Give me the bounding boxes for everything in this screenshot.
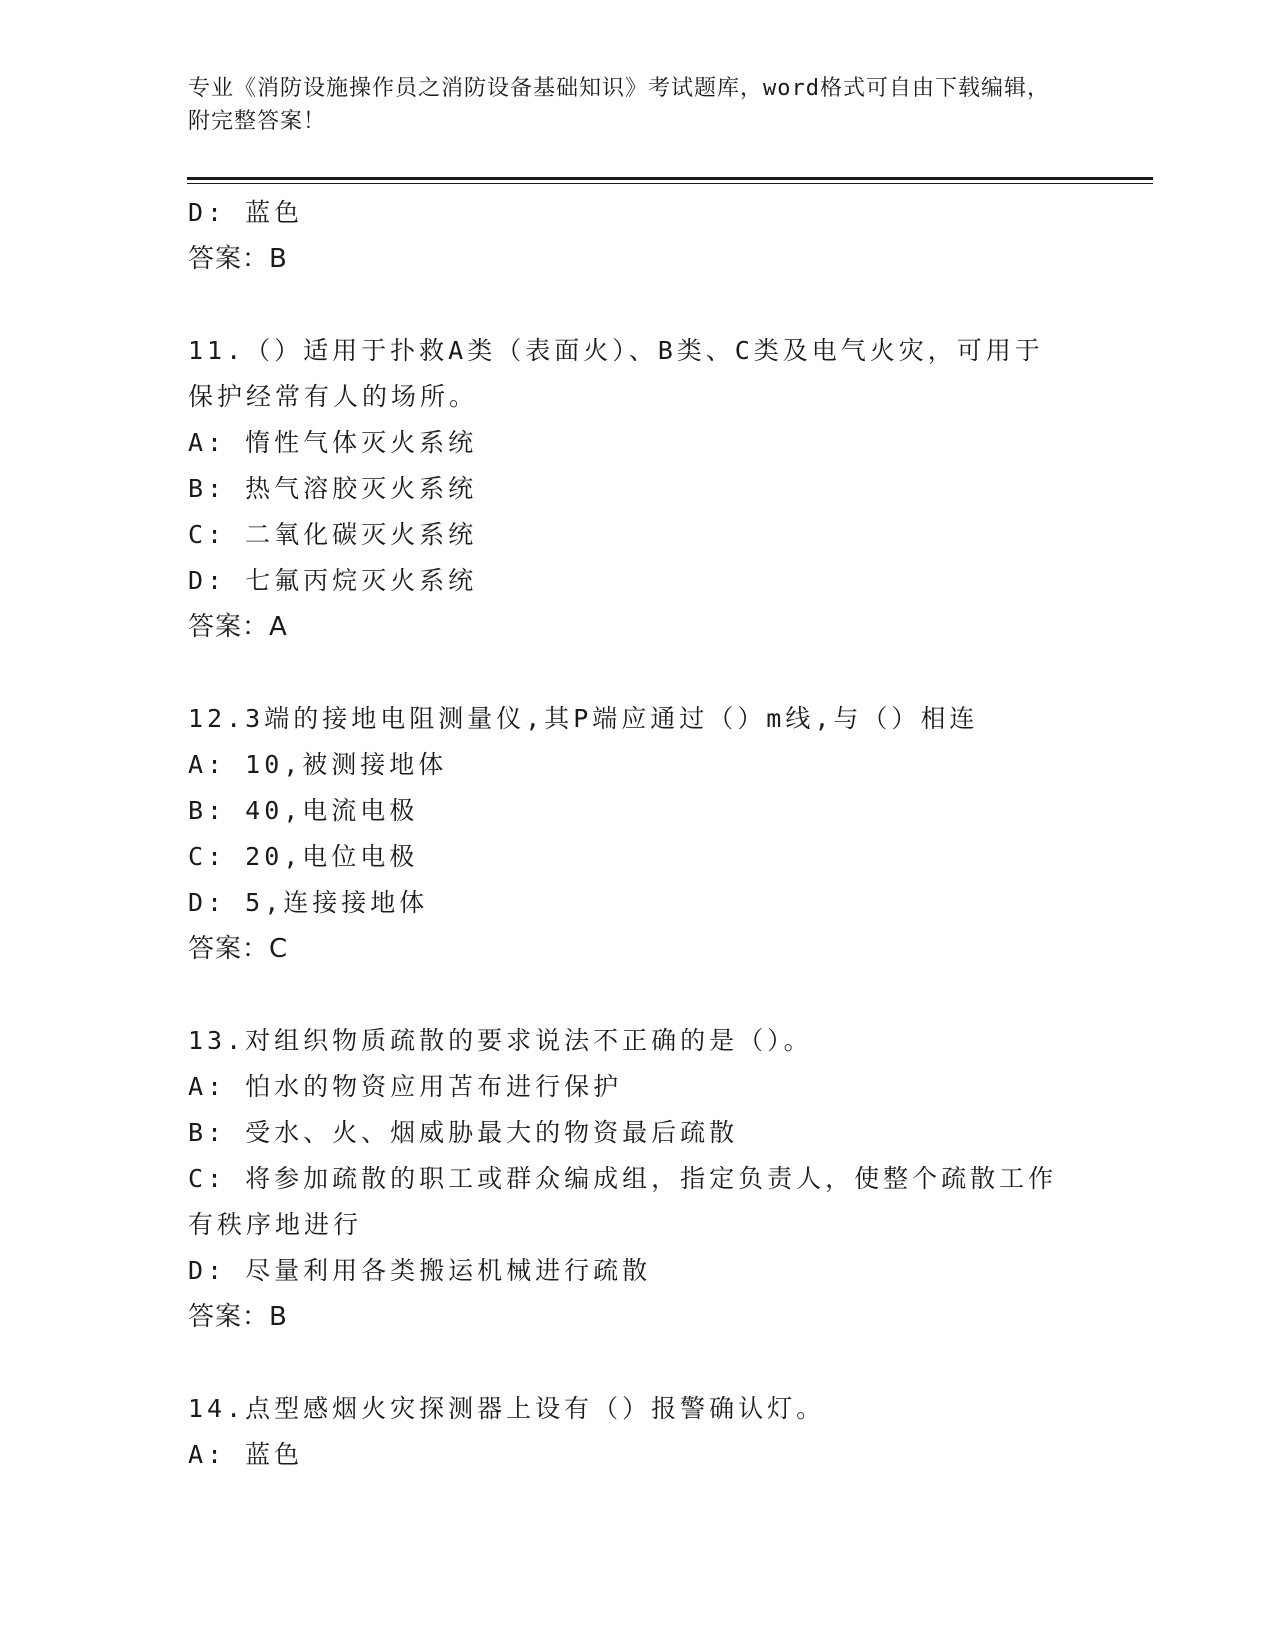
q13-option-a: A: 怕水的物资应用苫布进行保护 [188,1072,623,1101]
q12-option-c: C: 20,电位电极 [188,842,419,871]
prev-option-d: D: 蓝色 [188,198,304,227]
question-13: 13.对组织物质疏散的要求说法不正确的是（）。 [188,1026,813,1055]
q13-option-c: C: 将参加疏散的职工或群众编成组，指定负责人，使整个疏散工作有秩序地进行 [188,1164,1058,1239]
q11-option-a: A: 惰性气体灭火系统 [188,428,478,457]
q11-option-c: C: 二氧化碳灭火系统 [188,520,478,549]
question-14: 14.点型感烟火灾探测器上设有（）报警确认灯。 [188,1394,826,1423]
prev-answer: 答案：B [188,244,288,274]
q13-option-d: D: 尽量利用各类搬运机械进行疏散 [188,1256,652,1285]
question-12: 12.3端的接地电阻测量仪,其P端应通过（）m线,与（）相连 [188,704,979,733]
q12-option-b: B: 40,电流电极 [188,796,419,825]
q11-answer: 答案：A [188,612,288,642]
question-list [188,190,1088,1478]
q13-answer: 答案：B [188,1302,288,1332]
q13-option-b: B: 受水、火、烟威胁最大的物资最后疏散 [188,1118,739,1147]
q12-option-a: A: 10,被测接地体 [188,750,448,779]
q11-option-d: D: 七氟丙烷灭火系统 [188,566,478,595]
header-divider-thick [187,177,1153,180]
q11-option-b: B: 热气溶胶灭火系统 [188,474,478,503]
q12-option-d: D: 5,连接接地体 [188,888,429,917]
q14-option-a: A: 蓝色 [188,1440,304,1469]
header-divider-thin [187,183,1153,184]
document-header: 专业《消防设施操作员之消防设备基础知识》考试题库，word格式可自由下载编辑，附完整答案！ [188,76,1050,134]
q12-answer: 答案：C [188,934,289,964]
question-11: 11.（）适用于扑救A类（表面火）、B类、C类及电气火灾，可用于保护经常有人的场所。 [188,336,1044,411]
